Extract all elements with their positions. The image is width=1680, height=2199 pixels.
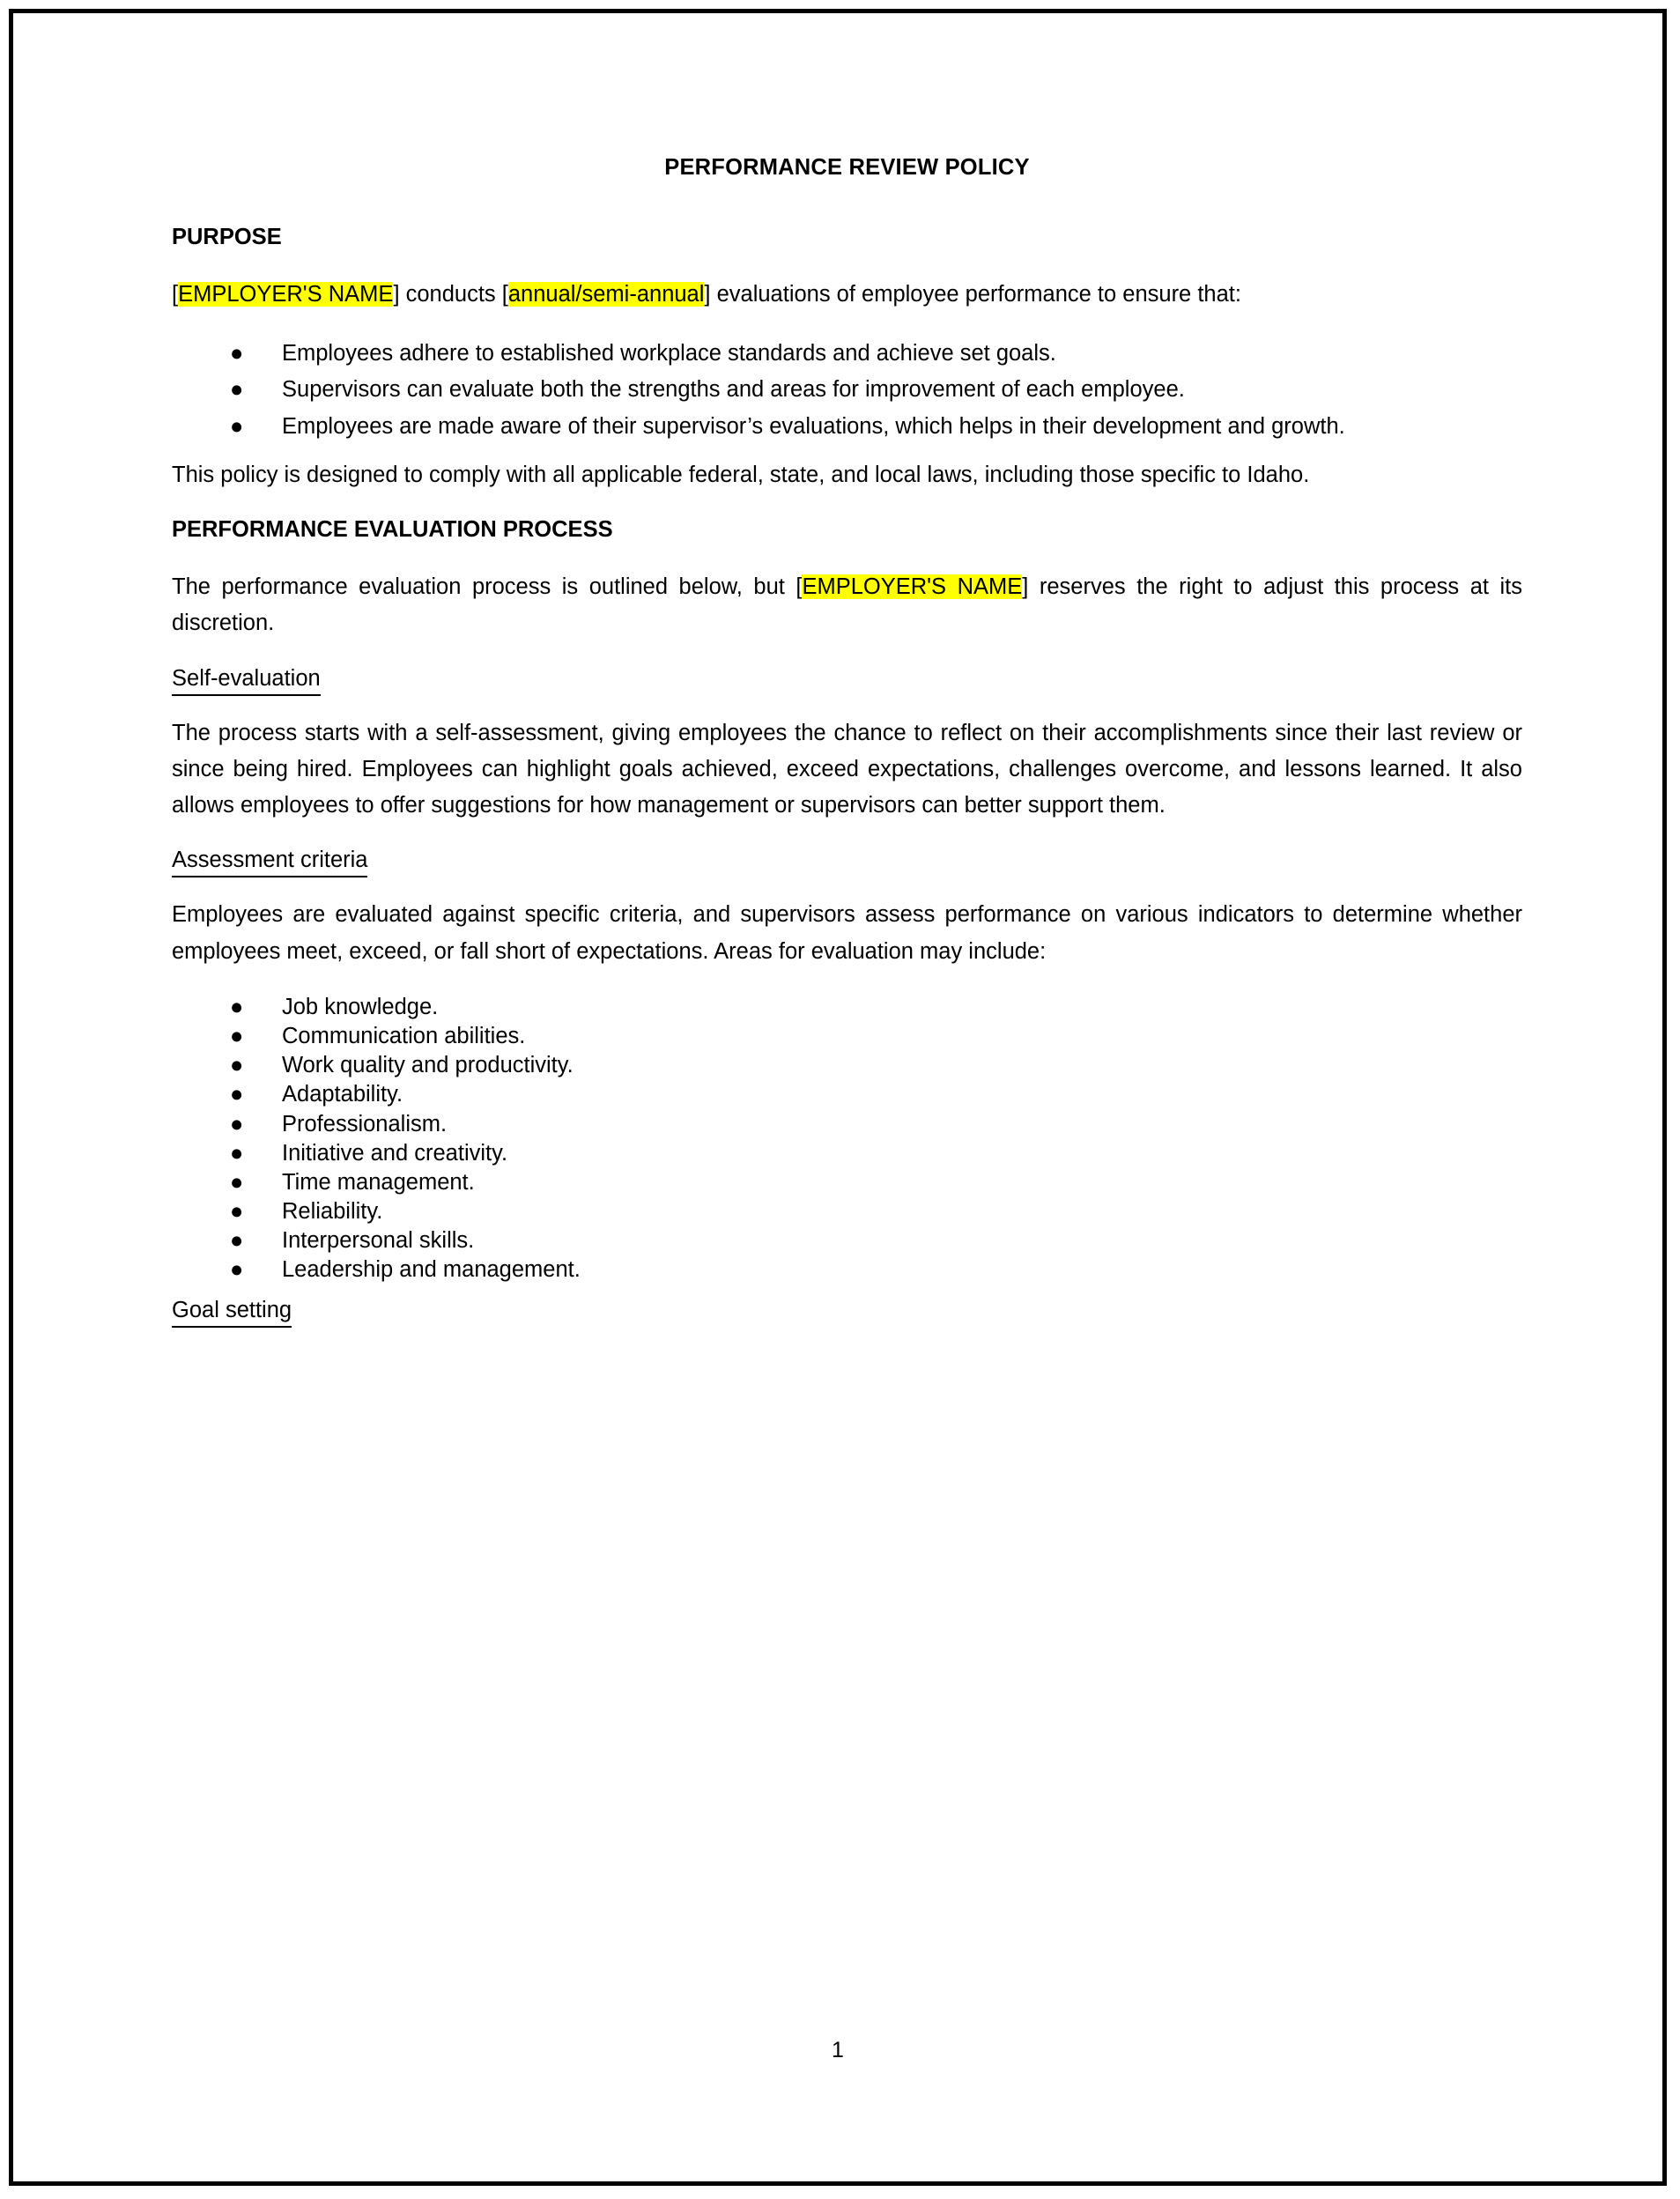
review-frequency-placeholder: annual/semi-annual — [507, 281, 705, 307]
spacer — [172, 544, 1522, 569]
list-item — [172, 1168, 1522, 1197]
list-item — [172, 336, 1522, 372]
purpose-intro-post: ] evaluations of employee performance to ensure that: — [704, 281, 1241, 307]
evaluation-intro-pre: The performance evaluation process is outlined below, but [ — [172, 574, 803, 600]
list-item — [172, 1080, 1522, 1109]
list-item-text: Supervisors can evaluate both the strengths and areas for improvement of each employee. — [282, 377, 1185, 403]
bullet-icon: ● — [230, 1024, 244, 1049]
page-number: 1 — [832, 2038, 844, 2062]
page-title — [172, 154, 1522, 182]
spacer — [172, 445, 1522, 457]
bullet-icon: ● — [230, 1082, 244, 1107]
evaluation-process-intro-paragraph — [172, 569, 1522, 642]
spacer — [172, 313, 1522, 336]
list-item-text: Leadership and management. — [282, 1257, 581, 1283]
purpose-intro-mid: ] conducts [ — [393, 281, 508, 307]
list-item-text: Reliability. — [282, 1198, 383, 1224]
bullet-icon: ● — [230, 1140, 244, 1166]
compliance-paragraph: This policy is designed to comply with all applicable federal, state, and local laws, including those specific to Idaho. — [172, 462, 1310, 487]
spacer — [172, 642, 1522, 665]
list-item — [172, 993, 1522, 1022]
assessment-criteria-bullet-list — [172, 993, 1522, 1285]
purpose-bullet-list — [172, 336, 1522, 445]
bullet-icon: ● — [230, 994, 244, 1019]
list-item-text: Communication abilities. — [282, 1024, 526, 1049]
self-evaluation-paragraph: The process starts with a self-assessment, giving employees the chance to reflect on their accomplishments since their last review or since being hired. Employees can highlight goals achieved, exceed expectations, challenges overcome, and lessons learned. It also allows employees to offer suggestions for how management or supervisors can better support them. — [172, 720, 1522, 818]
spacer — [172, 696, 1522, 715]
subheading-self-evaluation-wrap — [172, 665, 1522, 696]
spacer — [172, 493, 1522, 516]
list-item-text: Time management. — [282, 1169, 475, 1195]
employer-name-placeholder: EMPLOYER'S NAME — [178, 281, 394, 307]
spacer — [172, 182, 1522, 224]
bullet-icon: ● — [230, 413, 244, 439]
spacer — [172, 252, 1522, 277]
subheading-assessment-criteria-wrap — [172, 847, 1522, 877]
bullet-icon: ● — [230, 1169, 244, 1195]
spacer — [172, 1285, 1522, 1297]
employer-name-placeholder: EMPLOYER'S NAME — [802, 574, 1023, 600]
assessment-criteria-paragraph: Employees are evaluated against specific criteria, and supervisors assess performance on various indicators to determine whether employees meet, exceed, or fall short of expectations. Areas for evaluation may include: — [172, 902, 1522, 964]
list-item-text: Employees adhere to established workplace standards and achieve set goals. — [282, 341, 1056, 366]
list-item-text: Work quality and productivity. — [282, 1053, 574, 1078]
list-item — [172, 1255, 1522, 1285]
spacer — [172, 970, 1522, 993]
list-item-text: Adaptability. — [282, 1082, 403, 1107]
section-heading-evaluation-process: PERFORMANCE EVALUATION PROCESS — [172, 517, 613, 543]
bullet-icon: ● — [230, 377, 244, 403]
list-item — [172, 1139, 1522, 1168]
list-item — [172, 1051, 1522, 1080]
list-item-text: Job knowledge. — [282, 994, 439, 1019]
bullet-icon: ● — [230, 1228, 244, 1254]
list-item-text: Initiative and creativity. — [282, 1140, 508, 1166]
list-item — [172, 1022, 1522, 1051]
purpose-intro-paragraph — [172, 277, 1522, 313]
document-page-border — [9, 9, 1667, 2186]
bracket-open: [ — [172, 281, 179, 307]
list-item-text: Professionalism. — [282, 1111, 448, 1137]
document-content — [172, 154, 1522, 1328]
list-item-text: Interpersonal skills. — [282, 1228, 475, 1254]
list-item — [172, 372, 1522, 408]
page-title-text: PERFORMANCE REVIEW POLICY — [664, 155, 1030, 180]
list-item — [172, 1197, 1522, 1226]
list-item-text: Employees are made aware of their supervisor’s evaluations, which helps in their development and growth. — [282, 413, 1345, 439]
bullet-icon: ● — [230, 1257, 244, 1283]
list-item — [172, 1110, 1522, 1139]
bullet-icon: ● — [230, 1053, 244, 1078]
subheading-goal-setting-wrap — [172, 1297, 1522, 1328]
bullet-icon: ● — [230, 1198, 244, 1224]
evaluation-intro-post: ] reserves the right to adjust this process at its discretion. — [172, 574, 1523, 636]
section-heading-purpose: PURPOSE — [172, 224, 282, 249]
list-item — [172, 409, 1522, 445]
list-item — [172, 1226, 1522, 1255]
spacer — [172, 824, 1522, 847]
spacer — [172, 877, 1522, 897]
subheading-assessment-criteria: Assessment criteria — [172, 847, 367, 877]
document-page — [13, 13, 1662, 2181]
bullet-icon: ● — [230, 341, 244, 366]
subheading-goal-setting: Goal setting — [172, 1297, 292, 1328]
subheading-self-evaluation: Self-evaluation — [172, 665, 321, 696]
bullet-icon: ● — [230, 1111, 244, 1137]
